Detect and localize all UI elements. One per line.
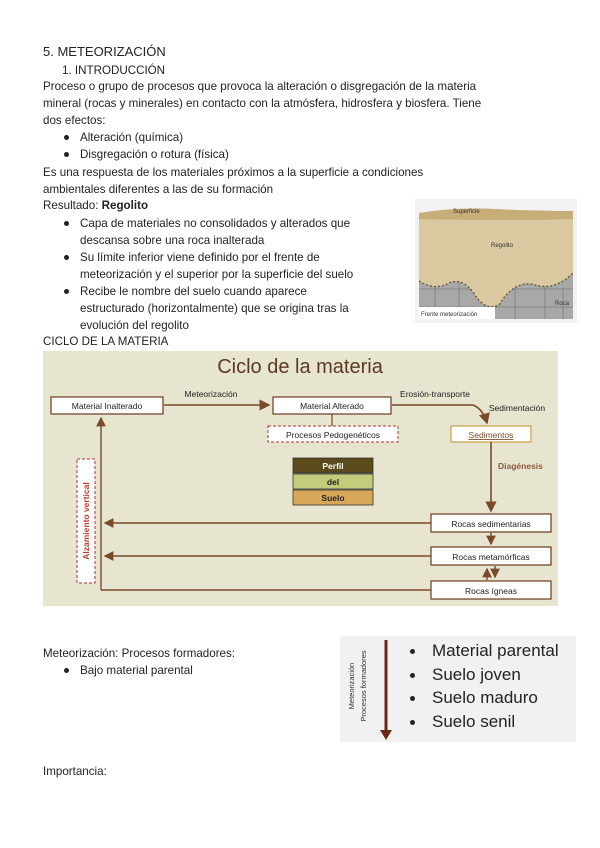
processes-heading: Meteorización: Procesos formadores: — [43, 647, 236, 660]
regolith-point-line: descansa sobre una roca inalterada — [80, 234, 265, 247]
bullet-icon — [64, 135, 69, 140]
processes-item: Bajo material parental — [80, 664, 193, 677]
profile-layer-1: Perfil — [322, 461, 344, 471]
result-label: Resultado: — [43, 199, 102, 212]
figure-middle-label: Regolito — [491, 243, 514, 249]
cycle-heading: CICLO DE LA MATERIA — [43, 335, 169, 348]
intro-line-3: dos efectos: — [43, 114, 106, 127]
box-sedimentos: Sedimentos — [468, 430, 514, 440]
arrow-label-meteorizacion: Meteorización — [184, 389, 238, 399]
soil-stages-figure — [340, 636, 576, 742]
box-rocas-igneas: Rocas ígneas — [465, 586, 517, 596]
importance-heading: Importancia: — [43, 765, 107, 778]
box-rocas-metamorficas: Rocas metamórficas — [452, 552, 530, 562]
bullet-icon — [64, 255, 69, 260]
bullet-icon — [64, 221, 69, 226]
figure-top-label: Superficie — [453, 209, 480, 215]
regolith-point-line: meteorización y el superior por la superficie del suelo — [80, 268, 354, 281]
section-heading: 5. METEORIZACIÓN — [43, 44, 166, 59]
regolith-point-line: Capa de materiales no consolidados y alterados que — [80, 217, 351, 230]
effect-item: Alteración (química) — [80, 131, 184, 144]
regolith-point-line: estructurado (horizontalmente) que se origina tras la — [80, 302, 349, 315]
profile-layer-3: Suelo — [321, 493, 345, 503]
label-sedimentacion: Sedimentación — [488, 403, 546, 413]
stage-item: Suelo maduro — [432, 688, 538, 707]
regolith-point-line: Su límite inferior viene definido por el frente de — [80, 251, 320, 264]
intro-line-2: mineral (rocas y minerales) en contacto con la atmósfera, hidrosfera y biosfera. Tiene — [43, 97, 482, 110]
arrow-label-erosion: Erosión-transporte — [400, 389, 470, 399]
profile-layer-2: del — [326, 477, 340, 487]
box-material-alterado: Material Alterado — [300, 401, 364, 411]
response-line-1: Es una respuesta de los materiales próximos a la superficie a condiciones — [43, 166, 424, 179]
figure-rock-label: Roca — [555, 301, 570, 307]
intro-line-1: Proceso o grupo de procesos que provoca la alteración o disgregación de la materia — [43, 80, 477, 93]
figure-front-label: Frente meteorización — [421, 312, 478, 318]
regolith-point-line: evolución del regolito — [80, 319, 189, 332]
box-material-inalterado: Material Inalterado — [71, 401, 143, 411]
bullet-icon — [64, 289, 69, 294]
response-line-2: ambientales diferentes a las de su formación — [43, 183, 274, 196]
box-rocas-sedimentarias: Rocas sedimentarias — [451, 519, 531, 529]
bullet-icon — [64, 668, 69, 673]
result-line — [43, 197, 148, 214]
process-arrow-graphic — [340, 636, 400, 742]
bullet-icon — [64, 152, 69, 157]
matter-cycle-diagram — [43, 351, 558, 606]
result-value: Regolito — [101, 199, 149, 212]
bullet-icon — [410, 720, 415, 725]
stage-item: Material parental — [432, 641, 559, 660]
label-alzamiento-vertical: Alzamiento vertical — [81, 482, 91, 560]
bullet-icon — [410, 673, 415, 678]
diagram-title: Ciclo de la materia — [217, 356, 383, 378]
label-diagenesis: Diagénesis — [498, 461, 543, 471]
stage-item: Suelo joven — [432, 665, 521, 684]
box-procesos-pedogeneticos: Procesos Pedogenéticos — [285, 430, 381, 440]
side-label-2: Procesos formadores — [359, 650, 368, 722]
stage-item: Suelo senil — [432, 712, 516, 731]
bullet-icon — [410, 649, 415, 654]
side-label-1: Meteorización — [347, 662, 356, 710]
effect-item: Disgregación o rotura (física) — [80, 148, 229, 161]
regolith-point-line: Recibe le nombre del suelo cuando aparece — [80, 285, 307, 298]
bullet-icon — [410, 696, 415, 701]
regolith-figure — [415, 199, 577, 323]
subsection-heading: 1. INTRODUCCIÓN — [62, 64, 166, 77]
